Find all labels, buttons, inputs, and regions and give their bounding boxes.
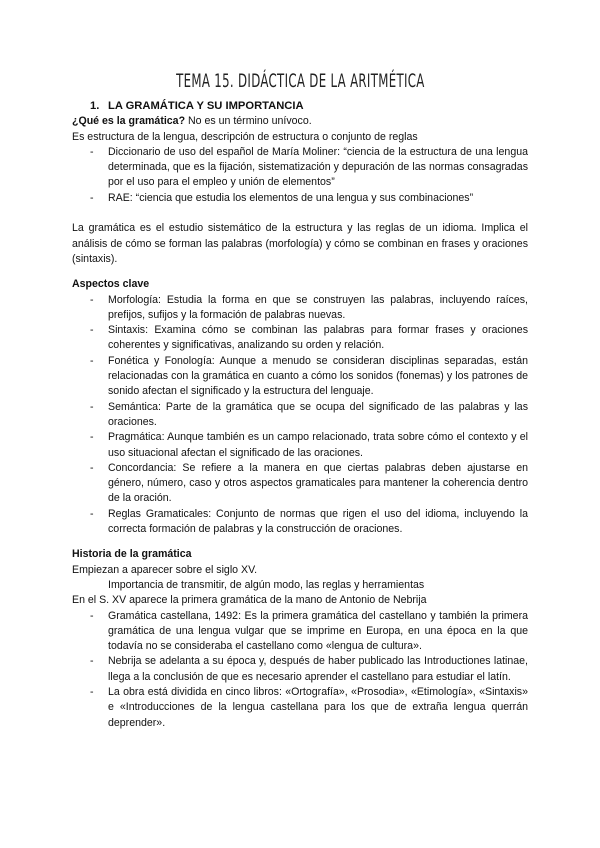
question-line: ¿Qué es la gramática? No es un término unívoco. (72, 115, 312, 128)
aspectos-heading: Aspectos clave (72, 278, 150, 291)
list-item: - Semántica: Parte de la gramática que se ocupa del significado de las palabras y las oraciones. (90, 400, 528, 428)
list-item: - Fonética y Fonología: Aunque a menudo se consideran disciplinas separadas, están relacionadas con la gramática en cuanto a cómo los sonidos (fonemas) y los patrones de sonido afectan el significado y la estructura del lenguaje. (90, 354, 528, 398)
list-item: - Gramática castellana, 1492: Es la primera gramática del castellano y también la primera gramática de una lengua vulgar que se imprime en Europa, en una época en la que todavía no se consideraba el castellano como «lengua de cultura». (90, 609, 528, 653)
list-item: - Sintaxis: Examina cómo se combinan las palabras para formar frases y oraciones coherentes y significativas, analizando su orden y relación. (90, 324, 528, 352)
aspectos-list (72, 293, 528, 538)
list-item: - Diccionario de uso del español de María Moliner: “ciencia de la estructura de una lengua determinada, que es la fijación, sistematización y depuración de las normas consagradas por el uso para el empleo y unión de elementos” (90, 145, 528, 189)
document-title: TEMA 15. DIDÁCTICA DE LA ARITMÉTICA (175, 70, 425, 92)
list-item: - La obra está dividida en cinco libros: «Ortografía», «Prosodia», «Etimología», «Sintaxis» e «Introducciones de la lengua castellana para los que de extraña lengua querrán deprender». (90, 685, 528, 729)
intro-paragraph: La gramática es el estudio sistemático de la estructura y las reglas de un idioma. Implica el análisis de cómo se forman las palabras (morfología) y cómo se combinan en frases y oraciones (sintaxis). (72, 222, 528, 265)
document-body (72, 99, 528, 731)
list-item: - Reglas Gramaticales: Conjunto de normas que rigen el uso del idioma, incluyendo la correcta formación de palabras y la construcción de oraciones. (90, 507, 528, 536)
historia-line: Empiezan a aparecer sobre el siglo XV. (72, 563, 258, 576)
list-item: - Pragmática: Aunque también es un campo relacionado, trata sobre cómo el contexto y el uso situacional afectan el significado de las oraciones. (90, 431, 528, 459)
list-item: - RAE: “ciencia que estudia los elementos de una lengua y sus combinaciones” (90, 191, 474, 204)
historia-line: Importancia de transmitir, de algún modo, las reglas y herramientas (108, 578, 425, 591)
historia-line: En el S. XV aparece la primera gramática de la mano de Antonio de Nebrija (72, 594, 427, 607)
historia-heading: Historia de la gramática (72, 548, 192, 561)
list-item: - Morfología: Estudia la forma en que se construyen las palabras, incluyendo raíces, prefijos, sufijos y la formación de palabras nuevas. (90, 293, 528, 321)
historia-list (72, 609, 528, 731)
definition-line: Es estructura de la lengua, descripción de estructura o conjunto de reglas (72, 130, 418, 143)
definition-list (72, 145, 528, 206)
list-item: - Concordancia: Se refiere a la manera en que ciertas palabras deben ajustarse en género, número, caso y otros aspectos gramaticales para mantener la coherencia dentro de la oración. (90, 461, 528, 505)
list-item: - Nebrija se adelanta a su época y, después de haber publicado las Introductiones latinae, llega a la conclusión de que es necesario aprender el castellano para estudiar el latín. (90, 655, 528, 683)
section-heading: 1. LA GRAMÁTICA Y SU IMPORTANCIA (90, 100, 304, 112)
